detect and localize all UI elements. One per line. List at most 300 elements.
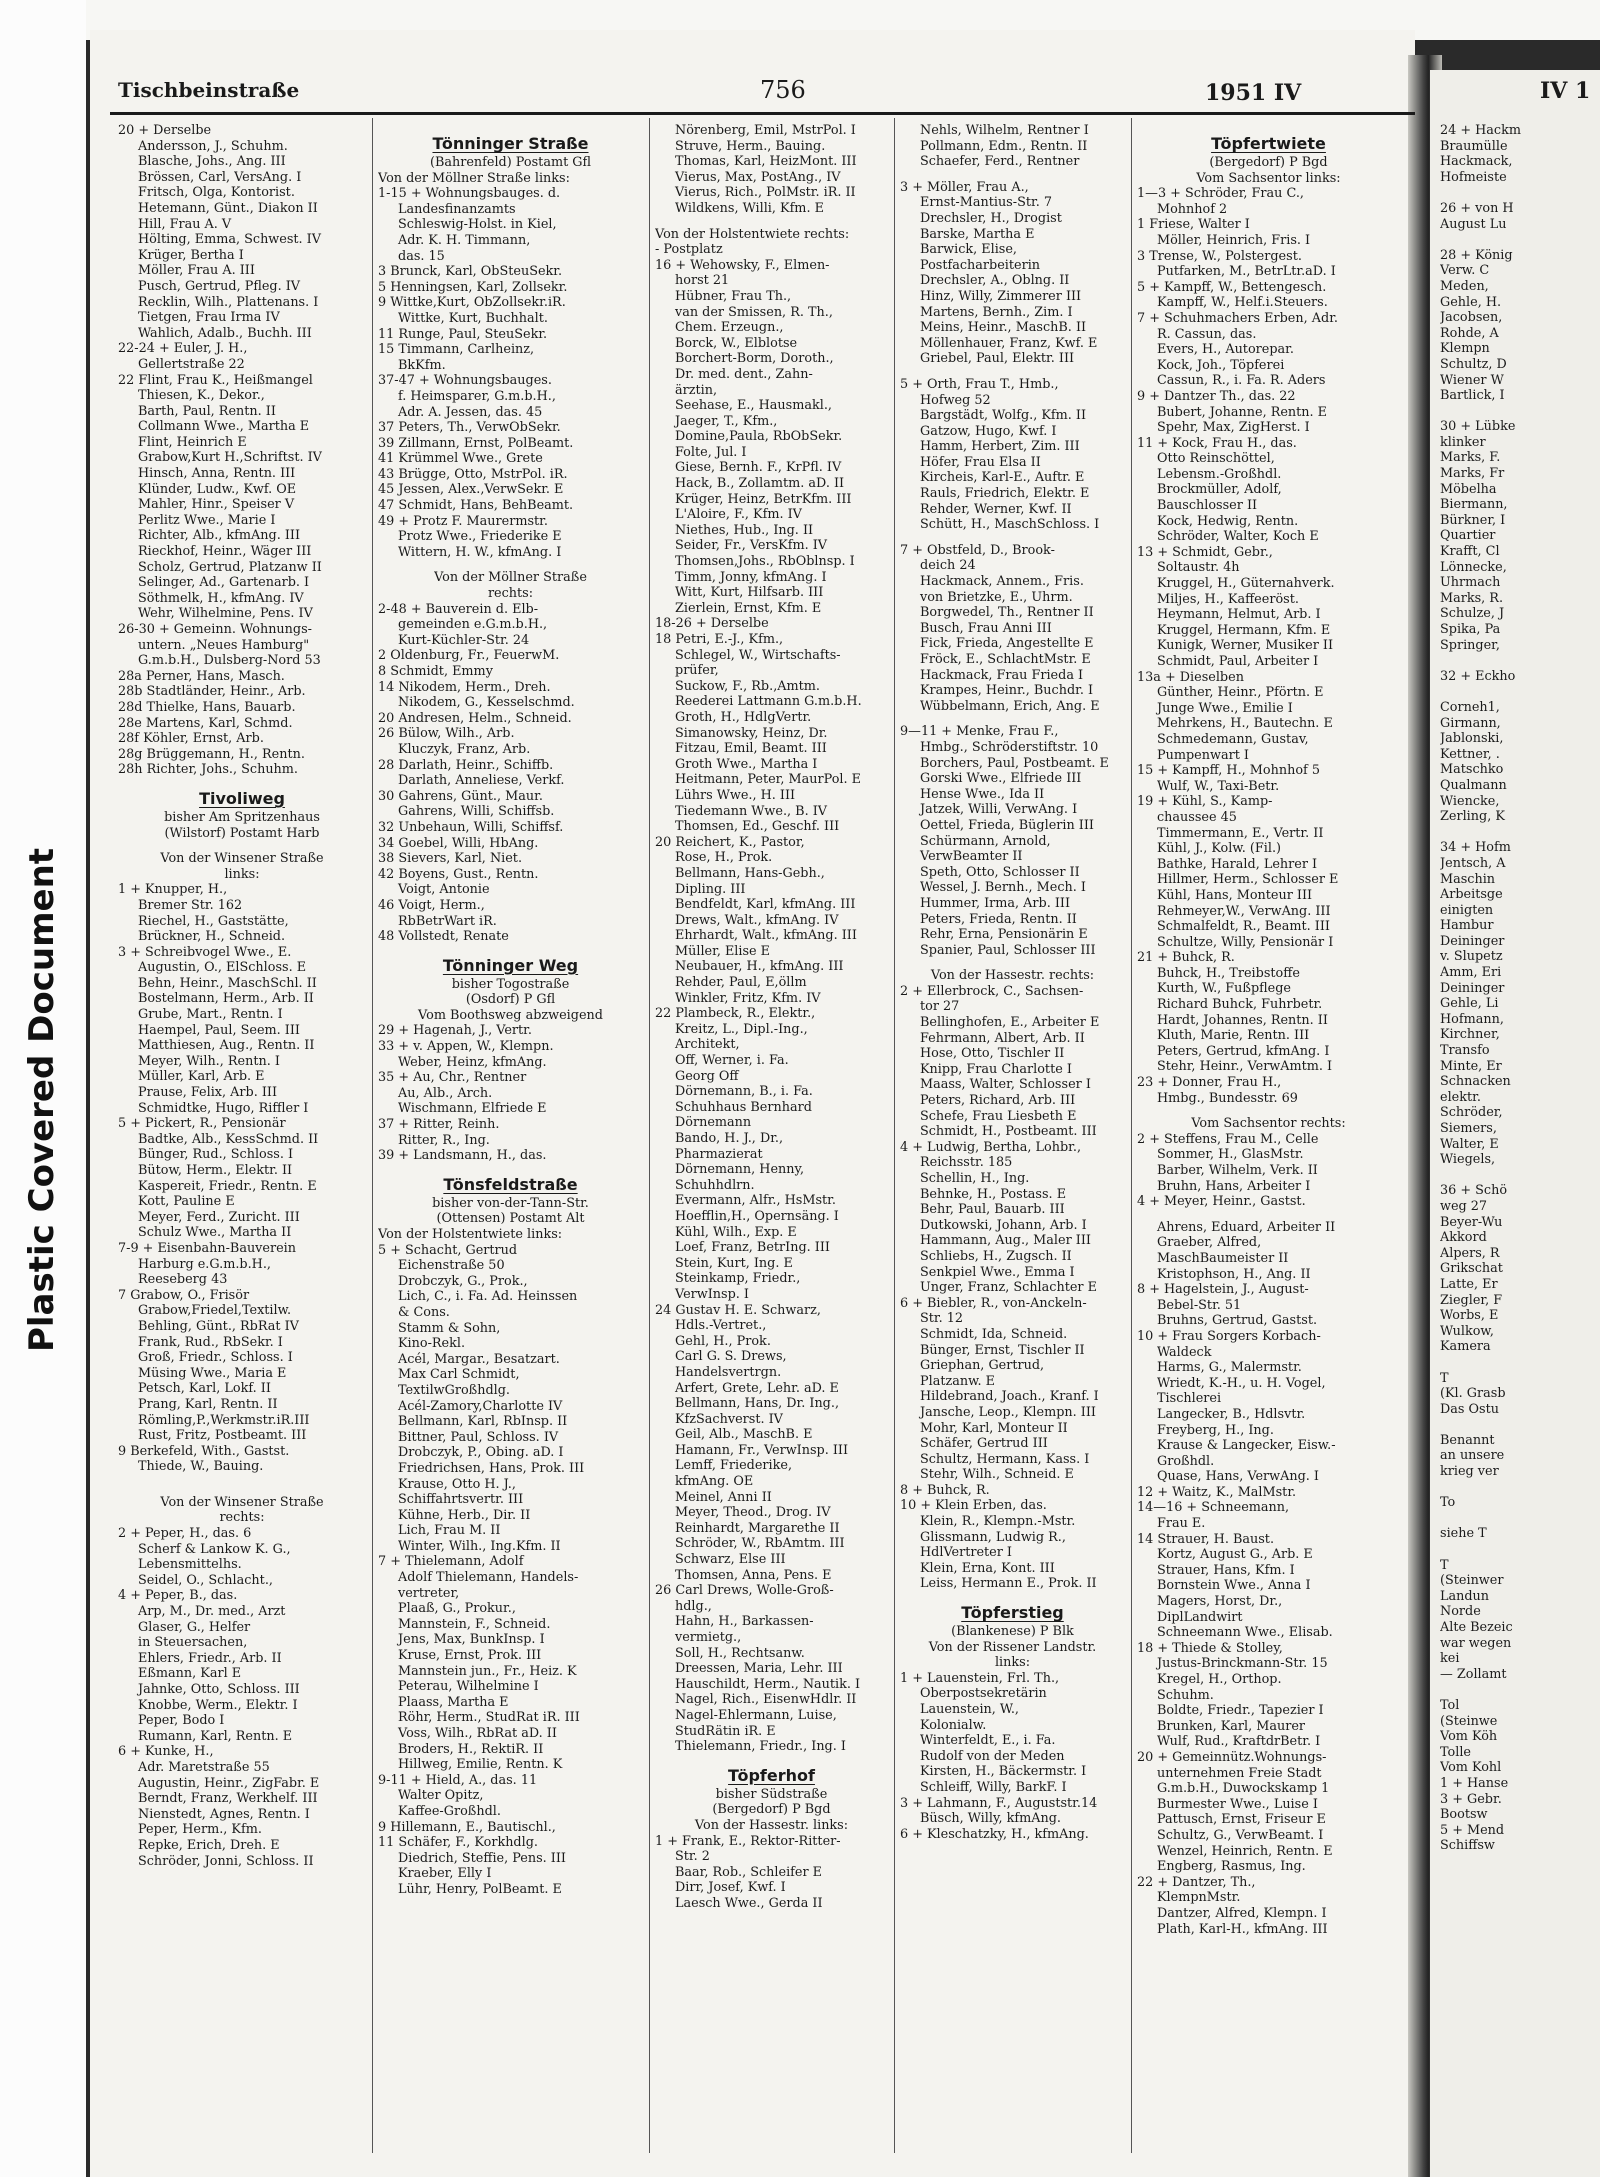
next-page-fragment: Alpers, R [1440, 1245, 1500, 1261]
directory-entry: Gellertstraße 22 [138, 356, 245, 372]
next-page-fragment: Jacobsen, [1440, 310, 1503, 326]
directory-entry: Architekt, [675, 1037, 740, 1053]
next-page-fragment: 3 + Gebr. [1440, 1791, 1502, 1807]
next-page-fragment [1440, 404, 1600, 420]
directory-entry: Jatzek, Willi, VerwAng. I [920, 802, 1078, 818]
directory-entry: Lich, Frau M. II [398, 1523, 501, 1539]
directory-entry: 45 Jessen, Alex.,VerwSekr. E [378, 482, 564, 498]
next-page-fragment: Alte Bezeic [1440, 1620, 1513, 1635]
next-page-fragment: an unsere [1440, 1448, 1505, 1464]
directory-entry: Bruhns, Gertrud, Gastst. [1157, 1313, 1318, 1329]
directory-entry: Dr. med. dent., Zahn- [675, 366, 813, 382]
directory-entry: Nagel-Ehlermann, Luise, [675, 1707, 837, 1723]
next-page-fragment: elektr. [1440, 1089, 1481, 1105]
directory-entry: Wulf, W., Taxi-Betr. [1157, 778, 1280, 794]
next-page-fragment [1440, 1542, 1600, 1558]
directory-entry: Evermann, Alfr., HsMstr. [675, 1193, 836, 1209]
next-page-fragment: Norde [1440, 1604, 1481, 1620]
directory-entry: Kolonialw. [920, 1717, 987, 1733]
directory-entry: 38 Sievers, Karl, Niet. [378, 851, 523, 867]
next-page-fragment [1440, 1682, 1600, 1698]
directory-entry: Augustin, Heinr., ZigFabr. E [138, 1775, 320, 1791]
directory-entry: Soll, H., Rechtsanw. [675, 1645, 805, 1661]
directory-entry: Kluczyk, Franz, Arb. [398, 741, 531, 757]
directory-entry: Schaefer, Ferd., Rentner [920, 154, 1080, 170]
section-note: (Bergedorf) P Bgd [712, 1802, 831, 1818]
directory-entry: Hardt, Johannes, Rentn. II [1157, 1012, 1328, 1028]
directory-entry: 26-30 + Gemeinn. Wohnungs- [118, 622, 313, 637]
directory-entry: Fritsch, Olga, Kontorist. [138, 185, 295, 201]
directory-entry: Plaaß, G., Prokur., [398, 1601, 516, 1617]
street-heading: Töpfertwiete [1211, 134, 1326, 153]
next-page-fragment: Biermann, [1440, 497, 1508, 513]
directory-entry: Kock, Hedwig, Rentn. [1157, 513, 1299, 529]
directory-entry: Reeseberg 43 [138, 1272, 228, 1288]
section-note: links: [224, 866, 260, 882]
directory-entry: Pusch, Gertrud, Pfleg. IV [138, 278, 301, 294]
directory-entry: Meyer, Wilh., Rentn. I [138, 1053, 280, 1069]
directory-entry: 9 Wittke,Kurt, ObZollsekr.iR. [378, 295, 566, 311]
directory-entry: Kühl, J., Kolw. (Fil.) [1157, 841, 1282, 857]
section-note: bisher Am Spritzenhaus [164, 809, 320, 825]
directory-entry: Hackmack, Frau Frieda I [920, 667, 1084, 683]
directory-entry: Unger, Franz, Schlachter E [920, 1280, 1097, 1296]
directory-entry: Collmann Wwe., Martha E [138, 419, 310, 435]
directory-entry: Fick, Frieda, Angestellte E [920, 636, 1094, 652]
directory-entry: Chem. Erzeugn., [675, 320, 784, 336]
column-divider [894, 118, 895, 2153]
directory-entry: Dreessen, Maria, Lehr. III [675, 1661, 843, 1677]
street-heading: Töpferhof [728, 1765, 815, 1785]
directory-entry: Drechsler, H., Drogist [920, 210, 1062, 226]
directory-entry: Möller, Heinrich, Fris. I [1157, 232, 1311, 248]
directory-entry: 2-48 + Bauverein d. Elb- [378, 601, 539, 617]
directory-entry: Bellmann, Karl, RbInsp. II [398, 1414, 568, 1430]
directory-entry: VerwInsp. I [675, 1286, 749, 1302]
directory-entry: Augustin, O., ElSchloss. E [138, 960, 307, 976]
next-page-fragment: Transfo [1440, 1043, 1490, 1059]
next-page-fragment: Schröder, [1440, 1105, 1503, 1121]
next-page-fragment: Wiencke, [1440, 793, 1500, 809]
next-page-fragment: 1 + Hanse [1440, 1775, 1509, 1791]
directory-entry: Tischlerei [1157, 1391, 1222, 1407]
directory-entry: Wittke, Kurt, Buchhalt. [398, 310, 548, 326]
directory-entry: Busch, Frau Anni III [920, 620, 1052, 636]
directory-entry: Hmbg., Schröderstiftstr. 10 [920, 739, 1099, 755]
next-page-column [1440, 123, 1600, 2153]
directory-entry: Recklin, Wilh., Plattenans. I [138, 294, 319, 310]
directory-entry: Rose, H., Prok. [675, 850, 773, 866]
directory-entry: Andersson, J., Schuhm. [138, 138, 288, 154]
next-page-fragment: Das Ostu [1440, 1401, 1499, 1417]
directory-entry: 28 Darlath, Heinr., Schiffb. [378, 757, 554, 773]
directory-entry: Rudolf von der Meden [920, 1748, 1065, 1764]
directory-entry: Richter, Alb., kfmAng. III [138, 528, 301, 544]
directory-entry: Stein, Kurt, Ing. E [675, 1255, 793, 1271]
directory-entry: in Steuersachen, [138, 1635, 248, 1651]
directory-entry: Stehr, Wilh., Schneid. E [920, 1467, 1074, 1483]
directory-entry: Winkler, Fritz, Kfm. IV [675, 990, 821, 1006]
directory-entry: 14 Strauer, H. Baust. [1137, 1531, 1275, 1547]
directory-entry: Thiede, W., Bauing. [138, 1459, 264, 1475]
next-page-fragment: Spika, Pa [1440, 622, 1501, 637]
directory-entry: untern. „Neues Hamburg" [138, 637, 310, 653]
directory-entry: Bittner, Paul, Schloss. IV [398, 1429, 559, 1445]
directory-entry: 9 Hillemann, E., Bautischl., [378, 1819, 556, 1835]
directory-entry: 3 Brunck, Karl, ObSteuSekr. [378, 264, 563, 280]
directory-entry: Kurth, W., Fußpflege [1157, 981, 1292, 997]
directory-entry: Schmidt, Ida, Schneid. [920, 1326, 1068, 1342]
spacer [900, 367, 1125, 377]
next-page-fragment [1440, 684, 1600, 700]
directory-entry: Mohr, Karl, Monteur II [920, 1420, 1068, 1436]
directory-entry: Hmbg., Bundesstr. 69 [1157, 1090, 1298, 1106]
directory-entry: DiplLandwirt [1157, 1609, 1243, 1625]
directory-entry: Tietgen, Frau Irma IV [138, 310, 280, 326]
directory-entry: Rehder, Werner, Kwf. II [920, 501, 1072, 517]
next-page-fragment: August Lu [1440, 216, 1507, 232]
directory-entry: Behn, Heinr., MaschSchl. II [138, 975, 317, 991]
directory-entry: Buhck, H., Treibstoffe [1157, 965, 1300, 981]
directory-entry: Seider, Fr., VersKfm. IV [675, 538, 828, 554]
directory-entry: Wübbelmann, Erich, Ang. E [920, 698, 1100, 714]
column-divider [649, 118, 650, 2153]
directory-entry: Kino-Rekl. [398, 1336, 466, 1352]
section-note: Von der Rissener Landstr. [928, 1639, 1097, 1655]
directory-entry: 18 Petri, E.-J., Kfm., [655, 632, 784, 647]
directory-entry: Schröder, Walter, Koch E [1157, 529, 1319, 545]
directory-entry: 11 Schäfer, F., Korkhdlg. [378, 1835, 538, 1851]
next-page-fragment: Lönnecke, [1440, 559, 1507, 575]
directory-entry: horst 21 [675, 273, 730, 289]
directory-entry: Schultz, G., VerwBeamt. I [1157, 1827, 1324, 1843]
directory-entry: Glaser, G., Helfer [138, 1619, 251, 1635]
section-note: Vom Sachsentor rechts: [1191, 1116, 1346, 1132]
directory-entry: Voss, Wilh., RbRat aD. II [398, 1726, 557, 1741]
directory-entry: Bargstädt, Wolfg., Kfm. II [920, 408, 1087, 424]
directory-entry: 42 Boyens, Gust., Rentn. [378, 866, 539, 882]
directory-entry: Giese, Bernh. F., KrPfl. IV [675, 460, 842, 476]
next-page-fragment: Verw. C [1440, 263, 1490, 279]
directory-entry: Protz Wwe., Friederike E [398, 529, 562, 545]
directory-entry: Knobbe, Werm., Elektr. I [138, 1697, 298, 1713]
next-page-fragment: (Steinwer [1440, 1573, 1504, 1589]
directory-entry: Plath, Karl-H., kfmAng. III [1157, 1921, 1328, 1937]
directory-entry: Römling,P.,Werkmstr.iR.III [138, 1412, 310, 1428]
directory-entry: Baar, Rob., Schleifer E [675, 1864, 823, 1880]
directory-entry: Brunken, Karl, Maurer [1157, 1718, 1306, 1734]
street-heading: Töpferstieg [961, 1603, 1064, 1623]
directory-entry: Brössen, Carl, VersAng. I [138, 169, 302, 185]
next-page-fragment: 32 + Eckho [1440, 668, 1516, 684]
directory-entry: Sommer, H., GlasMstr. [1157, 1147, 1304, 1163]
directory-entry: Barber, Wilhelm, Verk. II [1157, 1163, 1318, 1178]
directory-entry: Wehr, Wilhelmine, Pens. IV [138, 606, 313, 622]
next-page-fragment: war wegen [1440, 1635, 1512, 1651]
column-4 [900, 123, 1125, 2153]
next-page-fragment: Hambur [1440, 918, 1494, 934]
directory-entry: 6 + Kleschatzky, H., kfmAng. [900, 1826, 1089, 1842]
next-page-fragment [1440, 1355, 1600, 1371]
directory-entry: Peters, Richard, Arb. III [920, 1093, 1076, 1109]
directory-entry: 49 + Protz F. Maurermstr. [378, 513, 548, 529]
directory-entry: 9 Berkefeld, With., Gastst. [118, 1443, 290, 1459]
directory-entry: Gatzow, Hugo, Kwf. I [920, 423, 1057, 439]
directory-entry: Nienstedt, Agnes, Rentn. I [138, 1806, 310, 1822]
directory-entry: Blasche, Johs., Ang. III [138, 154, 286, 170]
directory-entry: vertreter, [398, 1585, 460, 1601]
directory-entry: 16 + Wehowsky, F., Elmen- [655, 257, 830, 273]
directory-entry: Kruggel, Hermann, Kfm. E [1157, 622, 1331, 638]
directory-entry: Mehrkens, H., Bautechn. E [1157, 716, 1333, 732]
directory-entry: Behling, Günt., RbRat IV [138, 1318, 299, 1334]
next-page-fragment: Minte, Er [1440, 1058, 1502, 1074]
directory-entry: Jansche, Leop., Klempn. III [920, 1404, 1096, 1420]
section-note: bisher Südstraße [715, 1786, 828, 1802]
directory-entry: Kruggel, H., Güternahverk. [1157, 576, 1335, 592]
column-2 [378, 123, 643, 2153]
directory-entry: Frank, Rud., RbSekr. I [138, 1334, 283, 1350]
directory-entry: Schröder, W., RbAmtm. III [675, 1536, 845, 1552]
next-page-fragment: Quartier [1440, 528, 1496, 544]
directory-entry: Kregel, H., Orthop. [1157, 1672, 1282, 1687]
directory-entry: 13 + Schmidt, Gebr., [1137, 544, 1273, 560]
directory-entry: Schneemann Wwe., Elisab. [1157, 1625, 1333, 1641]
directory-entry: 18 + Thiede & Stolley, [1137, 1640, 1283, 1656]
section-note: (Bergedorf) P Bgd [1209, 155, 1328, 170]
directory-entry: Pharmazierat [675, 1146, 763, 1162]
directory-entry: Hoefflin,H., Opernsäng. I [675, 1208, 839, 1224]
directory-entry: Brückner, H., Schneid. [138, 929, 286, 945]
directory-entry: Kirsten, H., Bäckermstr. I [920, 1764, 1087, 1780]
directory-entry: 29 + Hagenah, J., Vertr. [378, 1023, 532, 1039]
directory-entry: Kühne, Herb., Dir. II [398, 1507, 531, 1523]
directory-entry: Hack, B., Zollamtm. aD. II [675, 476, 845, 492]
next-page-fragment [1440, 1168, 1600, 1184]
next-page-fragment: Walter, E [1440, 1136, 1499, 1152]
next-page-fragment: (Steinwe [1440, 1713, 1498, 1729]
directory-entry: Friedrichsen, Hans, Prok. III [398, 1460, 585, 1476]
directory-entry: Magers, Horst, Dr., [1157, 1594, 1283, 1610]
directory-entry: VerwBeamter II [920, 849, 1023, 865]
next-page-fragment: Marks, R. [1440, 590, 1504, 606]
directory-entry: Kortz, August G., Arb. E [1157, 1547, 1313, 1563]
directory-entry: das. 15 [398, 248, 445, 264]
directory-entry: Seehase, E., Hausmakl., [675, 398, 832, 414]
directory-entry: Grabow,Friedel,Textilw. [138, 1303, 292, 1319]
directory-entry: Harburg e.G.m.b.H., [138, 1256, 271, 1272]
directory-entry: Schmidt, Paul, Arbeiter I [1157, 654, 1319, 669]
directory-entry: Büsch, Willy, kfmAng. [920, 1811, 1061, 1827]
next-page-fragment: Möbelha [1440, 481, 1497, 497]
next-page-fragment: Jentsch, A [1440, 855, 1506, 871]
directory-entry: Hetemann, Günt., Diakon II [138, 200, 318, 216]
spacer [900, 170, 1125, 180]
directory-entry: Klünder, Ludw., Kwf. OE [138, 481, 297, 497]
spacer [118, 1475, 366, 1485]
section-note: rechts: [219, 1510, 265, 1526]
directory-entry: 2 + Steffens, Frau M., Celle [1137, 1131, 1319, 1147]
directory-entry: Schröder, Jonni, Schloss. II [138, 1853, 314, 1869]
directory-entry: 10 + Frau Sorgers Korbach- [1137, 1328, 1321, 1344]
next-page-fragment: 28 + König [1440, 247, 1513, 263]
directory-entry: 1 Friese, Walter I [1137, 217, 1250, 233]
directory-entry: Wenzel, Heinrich, Rentn. E [1157, 1843, 1333, 1859]
directory-entry: Lich, C., i. Fa. Ad. Heinssen [398, 1289, 578, 1305]
directory-entry: Frau E. [1157, 1516, 1206, 1532]
directory-entry: Kock, Joh., Töpferei [1157, 357, 1285, 373]
directory-entry: Peters, Gertrud, kfmAng. I [1157, 1043, 1330, 1059]
directory-entry: 9-11 + Hield, A., das. 11 [378, 1772, 538, 1788]
directory-entry: Bebel-Str. 51 [1157, 1297, 1242, 1313]
column-divider [372, 118, 373, 2153]
spacer [378, 560, 643, 570]
directory-entry: Nehls, Wilhelm, Rentner I [920, 123, 1089, 138]
directory-entry: 28b Stadtländer, Heinr., Arb. [118, 684, 306, 700]
section-note: Von der Winsener Straße [160, 1494, 324, 1510]
next-page-fragment: Amm, Eri [1440, 965, 1502, 981]
directory-entry: Lühr, Henry, PolBeamt. E [398, 1881, 562, 1897]
directory-entry: 43 Brügge, Otto, MstrPol. iR. [378, 466, 568, 482]
directory-entry: Krüger, Bertha I [138, 247, 244, 263]
next-page-fragment: Gehle, Li [1440, 996, 1499, 1012]
directory-entry: Spehr, Max, ZigHerst. I [1157, 420, 1310, 436]
directory-entry: Quase, Hans, VerwAng. I [1157, 1469, 1319, 1485]
directory-entry: Hinsch, Anna, Rentn. III [138, 466, 296, 482]
column-3 [655, 123, 888, 2153]
directory-entry: Kircheis, Karl-E., Auftr. E [920, 470, 1085, 486]
directory-entry: Rumann, Karl, Rentn. E [138, 1728, 293, 1744]
directory-entry: 12 + Waitz, K., MalMstr. [1137, 1484, 1297, 1500]
directory-entry: Nikodem, G., Kesselschmd. [398, 695, 575, 711]
directory-entry: Kreitz, L., Dipl.-Ing., [675, 1021, 808, 1037]
section-note: Vom Sachsentor links: [1196, 170, 1341, 186]
directory-entry: Pollmann, Edm., Rentn. II [920, 138, 1088, 154]
directory-entry: 33 + v. Appen, W., Klempn. [378, 1039, 554, 1055]
next-page-fragment: Grikschat [1440, 1261, 1503, 1277]
directory-entry: Timm, Jonny, kfmAng. I [675, 569, 827, 585]
next-page-fragment: Deininger [1440, 933, 1505, 949]
directory-entry: Off, Werner, i. Fa. [675, 1053, 789, 1069]
directory-entry: Waldeck [1157, 1344, 1212, 1360]
next-page-fragment: Akkord [1440, 1230, 1487, 1246]
next-page-fragment: 26 + von H [1440, 200, 1514, 216]
next-page-fragment: krieg ver [1440, 1464, 1499, 1480]
section-note: (Wilstorf) Postamt Harb [164, 825, 320, 841]
next-page-fragment: Landun [1440, 1588, 1490, 1604]
directory-entry: Hill, Frau A. V [138, 216, 232, 232]
directory-entry: G.m.b.H., Dulsberg-Nord 53 [138, 653, 321, 669]
directory-entry: Max Carl Schmidt, [398, 1367, 520, 1383]
directory-entry: Simanowsky, Heinz, Dr. [675, 725, 828, 741]
directory-entry: Meyer, Theod., Drog. IV [675, 1505, 831, 1521]
directory-entry: Dörnemann [675, 1115, 752, 1131]
directory-entry: Bendfeldt, Karl, kfmAng. III [675, 897, 856, 913]
directory-entry: Gorski Wwe., Elfriede III [920, 771, 1082, 787]
directory-entry: Von der Holstentwiete rechts: [655, 226, 850, 242]
directory-entry: Loef, Franz, BetrIng. III [675, 1240, 830, 1256]
directory-entry: 1-15 + Wohnungsbauges. d. [378, 186, 561, 202]
directory-entry: Hübner, Frau Th., [675, 288, 792, 304]
directory-entry: Evers, H., Autorepar. [1157, 342, 1294, 358]
directory-entry: Hdls.-Vertret., [675, 1318, 767, 1334]
directory-entry: Diedrich, Steffie, Pens. III [398, 1850, 566, 1866]
directory-entry: 2 + Ellerbrock, C., Sachsen- [900, 983, 1084, 999]
directory-entry: 5 + Kampff, W., Bettengesch. [1137, 279, 1327, 295]
directory-entry: Möllenhauer, Franz, Kwf. E [920, 335, 1098, 351]
directory-entry: Drobczyk, P., Obing. aD. I [398, 1445, 564, 1461]
directory-entry: Bornstein Wwe., Anna I [1157, 1578, 1311, 1594]
directory-entry: Kaffee-Großhdl. [398, 1803, 501, 1819]
directory-entry: Rauls, Friedrich, Elektr. E [920, 486, 1090, 502]
directory-entry: Bütow, Herm., Elektr. II [138, 1163, 293, 1178]
directory-entry: Plaass, Martha E [398, 1694, 509, 1710]
next-page-fragment: Kamera [1440, 1339, 1491, 1355]
directory-entry: Ehlers, Friedr., Arb. II [138, 1650, 282, 1666]
directory-entry: 11 + Kock, Frau H., das. [1137, 435, 1297, 451]
directory-entry: Tiedemann Wwe., B. IV [675, 803, 828, 819]
directory-entry: Röhr, Herm., StudRat iR. III [398, 1710, 580, 1726]
directory-entry: Hinz, Willy, Zimmerer III [920, 288, 1082, 304]
directory-entry: 6 + Kunke, H., [118, 1744, 214, 1760]
directory-entry: Darlath, Anneliese, Verkf. [398, 773, 565, 789]
directory-entry: Engberg, Rasmus, Ing. [1157, 1859, 1306, 1875]
directory-entry: Kühl, Wilh., Exp. E [675, 1224, 797, 1240]
directory-entry: Au, Alb., Arch. [398, 1085, 493, 1101]
directory-entry: 15 Timmann, Carlheinz, [378, 342, 535, 358]
directory-entry: Arfert, Grete, Lehr. aD. E [675, 1380, 839, 1396]
directory-entry: Zierlein, Ernst, Kfm. E [675, 600, 822, 616]
section-note: (Osdorf) P Gfl [465, 992, 556, 1008]
directory-entry: Fehrmann, Albert, Arb. II [920, 1030, 1085, 1046]
directory-entry: Walter Opitz, [398, 1788, 484, 1804]
next-page-fragment: Marks, F. [1440, 450, 1501, 466]
directory-entry: Schütt, H., MaschSchloss. I [920, 517, 1100, 533]
next-page-fragment: Springer, [1440, 637, 1500, 653]
directory-entry: Hose, Otto, Tischler II [920, 1046, 1065, 1062]
section-note: rechts: [487, 586, 534, 602]
next-page-fragment: Rohde, A [1440, 325, 1499, 341]
directory-entry: 28f Köhler, Ernst, Arb. [118, 731, 264, 747]
directory-entry: Seidel, O., Schlacht., [138, 1572, 273, 1588]
directory-entry: Wriedt, K.-H., u. H. Vogel, [1157, 1375, 1326, 1391]
directory-entry: Otto Reinschöttel, [1157, 451, 1275, 467]
directory-entry: 1 + Lauenstein, Frl. Th., [900, 1670, 1060, 1686]
next-page-fragment: v. Slupetz [1440, 949, 1503, 965]
directory-entry: Dörnemann, B., i. Fa. [675, 1084, 813, 1100]
directory-entry: 14—16 + Schneemann, [1137, 1500, 1290, 1516]
directory-entry: Borgwedel, Th., Rentner II [920, 605, 1094, 621]
directory-entry: Bünger, Ernst, Tischler II [920, 1342, 1085, 1358]
directory-entry: Jahnke, Otto, Schloss. III [138, 1682, 300, 1697]
directory-entry: Barwick, Elise, [920, 242, 1017, 258]
section-note: links: [994, 1655, 1031, 1671]
next-page-fragment: Qualmann [1440, 777, 1507, 793]
directory-entry: 28a Perner, Hans, Masch. [118, 668, 285, 684]
directory-entry: Krüger, Heinz, BetrKfm. III [675, 491, 852, 507]
directory-entry: Selinger, Ad., Gartenarb. I [138, 575, 310, 591]
directory-entry: Ehrhardt, Walt., kfmAng. III [675, 928, 857, 944]
directory-entry: Mannstein, F., Schneid. [398, 1616, 551, 1632]
directory-entry: Bando, H. J., Dr., [675, 1131, 784, 1146]
next-page-fragment: Tolle [1440, 1744, 1472, 1760]
directory-entry: 21 + Buhck, R. [1137, 950, 1235, 966]
directory-entry: Dörnemann, Henny, [675, 1162, 805, 1178]
directory-entry: Prang, Karl, Rentn. II [138, 1396, 278, 1412]
next-page-fragment: Zerling, K [1440, 809, 1505, 825]
running-head-year: 1951 IV [1205, 80, 1302, 106]
directory-entry: Großhdl. [1157, 1453, 1215, 1469]
